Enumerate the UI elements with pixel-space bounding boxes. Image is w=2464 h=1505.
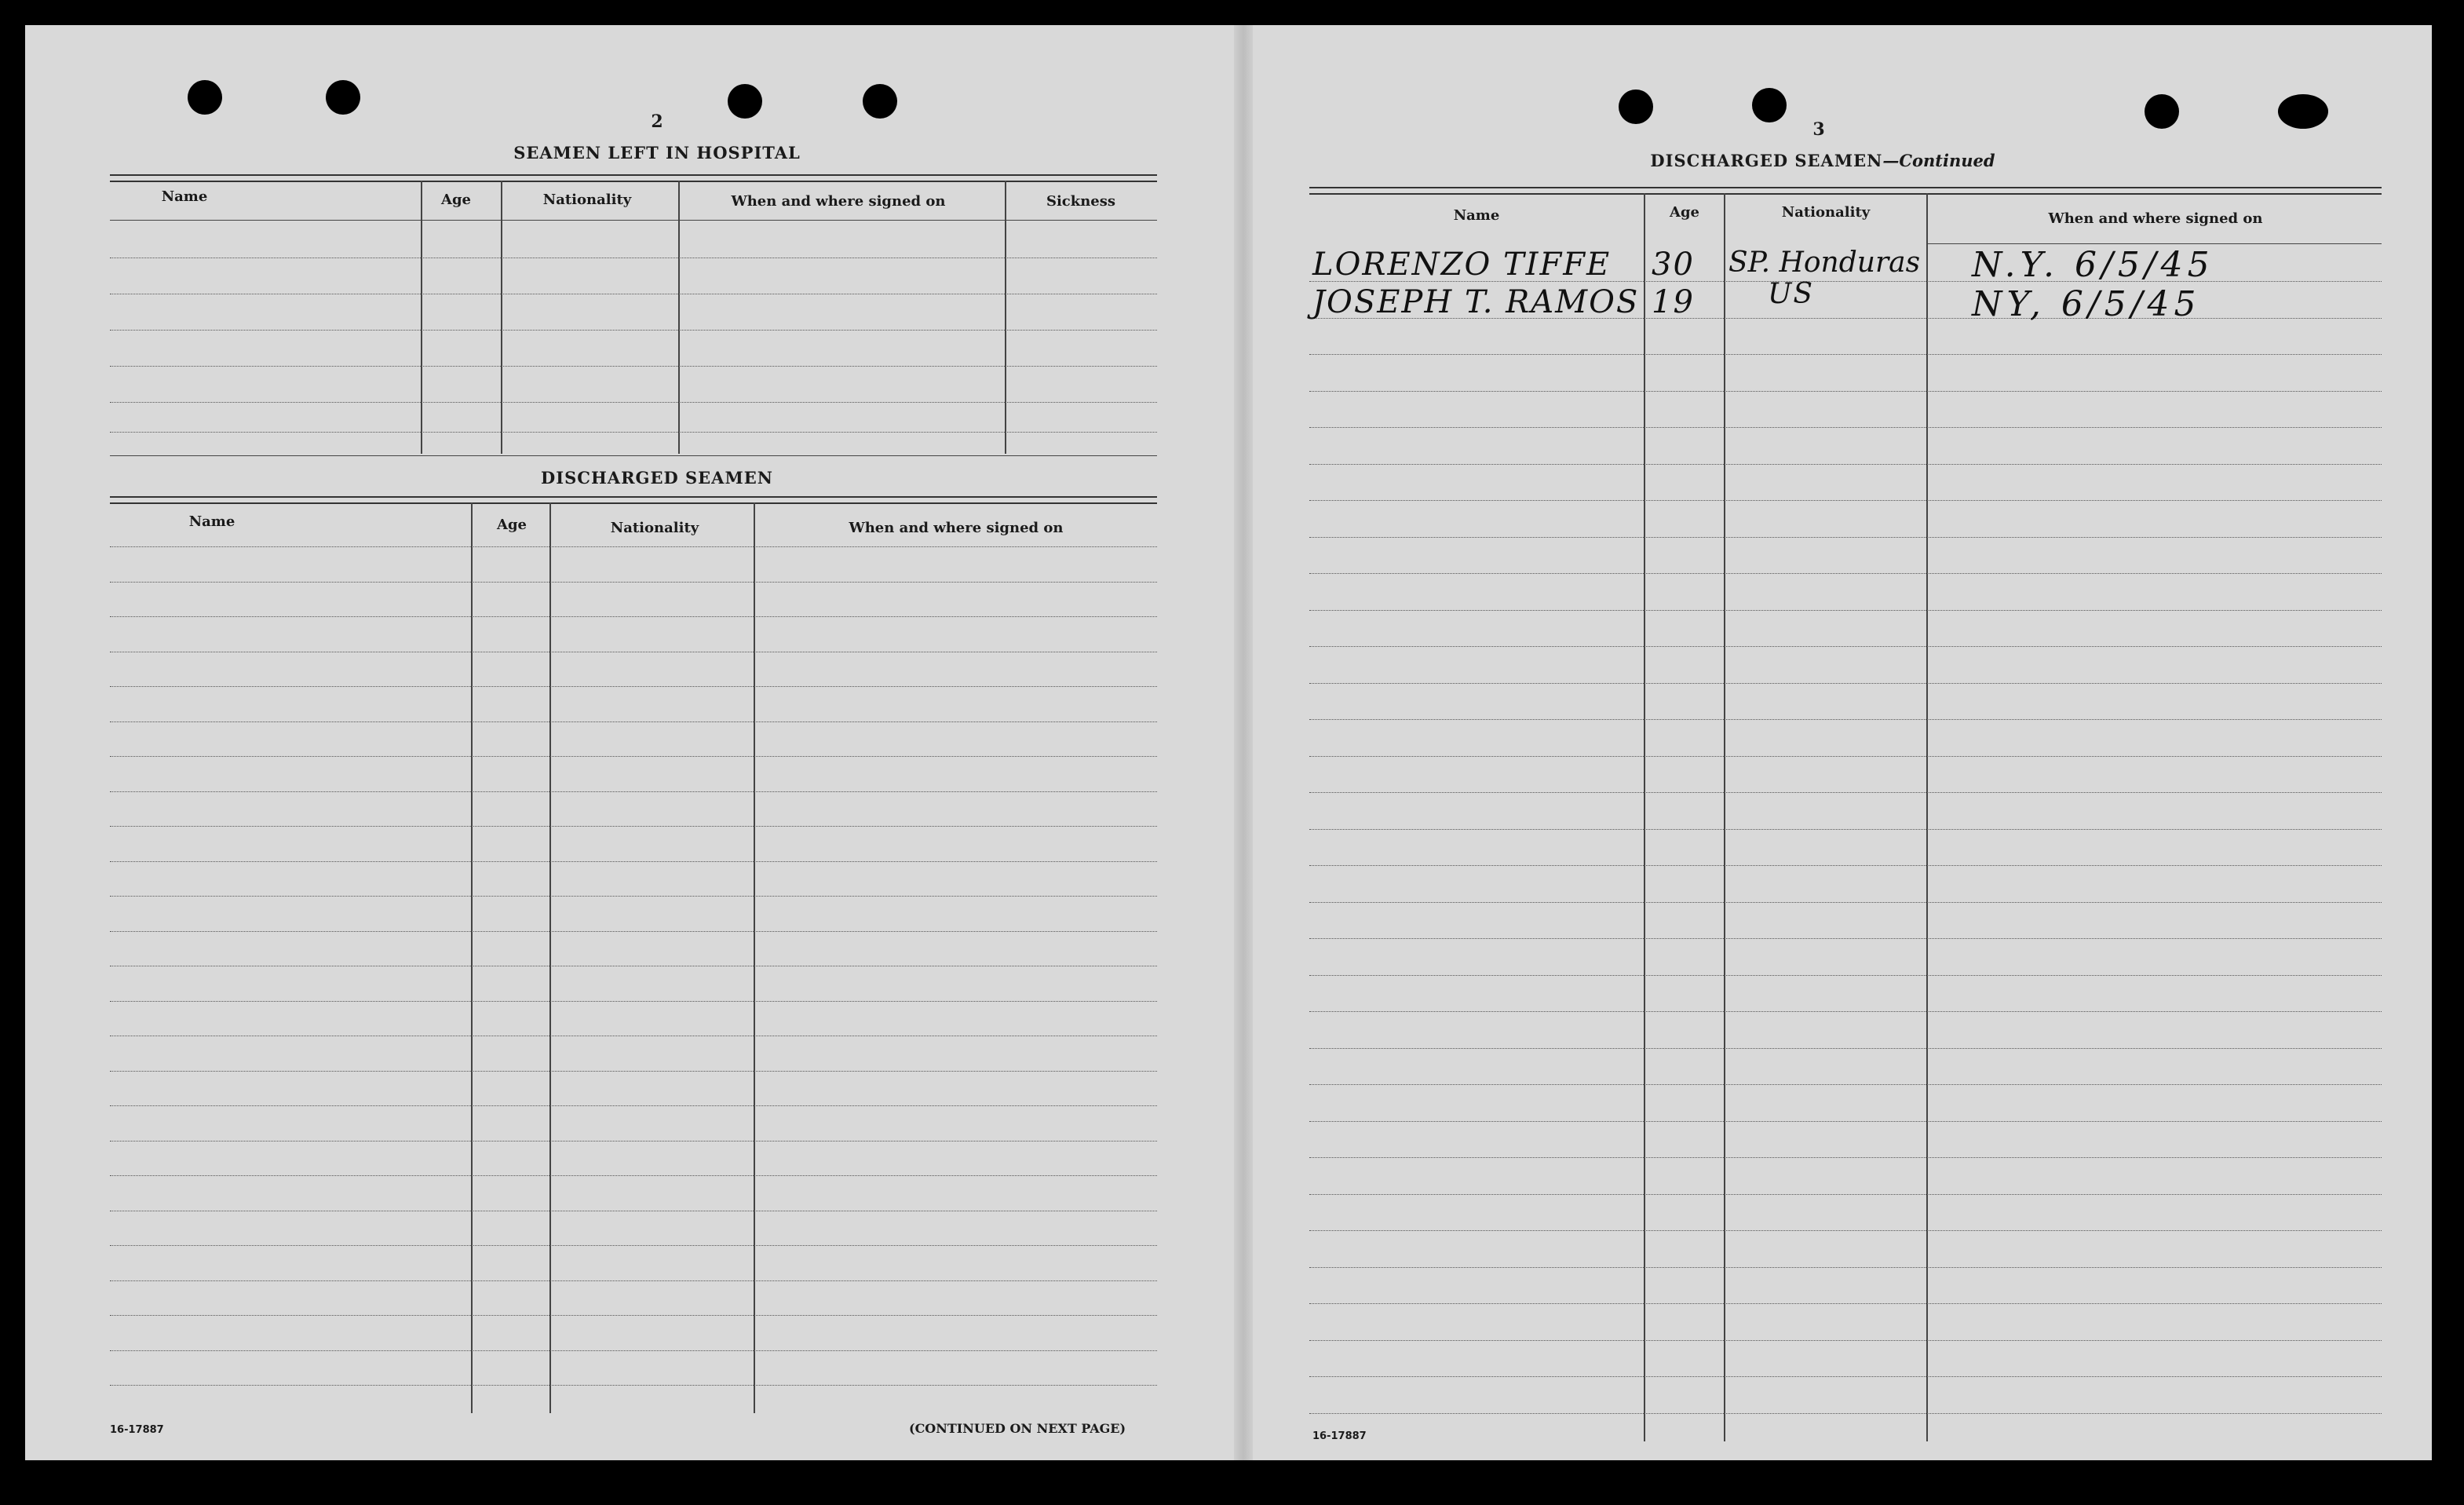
ledger-line (110, 1071, 1157, 1072)
punch-hole (188, 80, 222, 115)
hospital-col-divider (421, 181, 422, 454)
ledger-line (1309, 829, 2382, 830)
punch-hole (728, 84, 762, 119)
ledger-line (1309, 1121, 2382, 1122)
ledger-line (1309, 1011, 2382, 1012)
entry-1-signed-on: N.Y. 6/5/45 (1972, 245, 2214, 285)
ledger-line (110, 861, 1157, 862)
hospital-col-divider (501, 181, 502, 454)
ledger-line (110, 1141, 1157, 1142)
right-section-title-suffix: —Continued (1882, 151, 1995, 170)
ledger-line (1309, 902, 2382, 903)
discharged-col-nationality: Nationality (610, 520, 699, 536)
right-header-rule (1926, 243, 2382, 244)
hospital-col-divider (678, 181, 680, 454)
ledger-line (110, 1385, 1157, 1386)
ledger-line (110, 686, 1157, 687)
ledger-line (1309, 719, 2382, 720)
hospital-col-nationality: Nationality (542, 192, 632, 208)
hospital-top-rule (110, 181, 1157, 182)
right-top-rule (1309, 193, 2382, 195)
ledger-line (110, 756, 1157, 757)
punch-hole (2278, 94, 2328, 129)
entry-2-name: JOSEPH T. RAMOS (1312, 284, 1640, 320)
right-col-nationality: Nationality (1781, 204, 1871, 221)
right-col-name: Name (1453, 207, 1500, 224)
right-section-title (1642, 151, 2003, 170)
ledger-line (1309, 1413, 2382, 1414)
ledger-line (110, 826, 1157, 827)
right-col-signed-on: When and where signed on (2048, 210, 2263, 227)
ledger-line (1309, 975, 2382, 976)
hospital-col-divider (1005, 181, 1006, 454)
hospital-col-age: Age (440, 192, 471, 208)
hospital-row (110, 330, 1157, 331)
ledger-line (1309, 427, 2382, 428)
ledger-line (110, 721, 1157, 722)
hospital-bottom-rule (110, 455, 1157, 456)
ledger-line (1309, 500, 2382, 501)
hospital-col-name: Name (161, 188, 208, 205)
page-fold (1234, 25, 1253, 1460)
ledger-line (1309, 646, 2382, 647)
ledger-line (1309, 1340, 2382, 1341)
ledger-line (110, 1315, 1157, 1316)
ledger-line (1309, 1303, 2382, 1304)
ledger-line (1309, 573, 2382, 574)
discharged-col-divider (471, 502, 473, 1413)
ledger-line (110, 546, 1157, 547)
right-section-title-main: DISCHARGED SEAMEN (1650, 151, 1883, 170)
continued-note: (CONTINUED ON NEXT PAGE) (909, 1421, 1126, 1436)
record-sheet (25, 25, 2432, 1460)
punch-hole (863, 84, 897, 119)
ledger-line (1309, 1230, 2382, 1231)
ledger-line (110, 896, 1157, 897)
discharged-col-age: Age (496, 517, 527, 533)
entry-1-nationality: SP. Honduras (1728, 247, 1921, 279)
ledger-line (1309, 756, 2382, 757)
discharged-section-title: DISCHARGED SEAMEN (541, 468, 773, 488)
hospital-section-title: SEAMEN LEFT IN HOSPITAL (513, 143, 801, 163)
ledger-line (1309, 683, 2382, 684)
ledger-line (1309, 354, 2382, 355)
discharged-col-divider (549, 502, 551, 1413)
ledger-line (110, 1175, 1157, 1176)
ledger-line (1309, 1194, 2382, 1195)
ledger-line (1309, 1267, 2382, 1268)
entry-2-nationality: US (1768, 278, 1815, 310)
discharged-col-signed-on: When and where signed on (849, 520, 1064, 536)
ledger-line (1309, 938, 2382, 939)
ledger-line (1309, 464, 2382, 465)
right-col-divider (1644, 193, 1645, 1441)
hospital-row (110, 366, 1157, 367)
hospital-top-rule (110, 174, 1157, 176)
punch-hole (2145, 94, 2179, 129)
punch-hole (1752, 88, 1787, 122)
entry-2-signed-on: NY, 6/5/45 (1972, 284, 2201, 324)
ledger-line (110, 931, 1157, 932)
left-form-number: 16-17887 (110, 1424, 164, 1436)
discharged-col-name: Name (188, 513, 235, 530)
right-col-divider (1926, 193, 1928, 1441)
ledger-line (110, 1280, 1157, 1281)
hospital-header-rule (110, 220, 1157, 221)
right-form-number: 16-17887 (1312, 1430, 1367, 1442)
discharged-top-rule (110, 502, 1157, 504)
ledger-line (110, 1001, 1157, 1002)
ledger-line (1309, 610, 2382, 611)
discharged-col-divider (754, 502, 755, 1413)
ledger-line (1309, 1157, 2382, 1158)
entry-1-name: LORENZO TIFFE (1312, 247, 1612, 283)
ledger-line (110, 1105, 1157, 1106)
ledger-line (1309, 865, 2382, 866)
left-page-number: 2 (651, 111, 663, 132)
discharged-top-rule (110, 496, 1157, 498)
hospital-col-signed-on: When and where signed on (731, 193, 946, 210)
entry-2-age: 19 (1652, 284, 1695, 320)
right-page-number: 3 (1812, 119, 1825, 140)
ledger-line (110, 616, 1157, 617)
hospital-row (110, 432, 1157, 433)
ledger-line (110, 1245, 1157, 1246)
ledger-line (1309, 792, 2382, 793)
ledger-line (1309, 537, 2382, 538)
right-col-divider (1724, 193, 1725, 1441)
ledger-line (110, 582, 1157, 583)
right-top-rule (1309, 187, 2382, 188)
entry-1-age: 30 (1652, 247, 1695, 283)
right-col-age: Age (1669, 204, 1699, 221)
ledger-line (110, 791, 1157, 792)
ledger-line (110, 1350, 1157, 1351)
punch-hole (1619, 89, 1653, 124)
punch-hole (326, 80, 360, 115)
ledger-line (1309, 1048, 2382, 1049)
ledger-line (1309, 391, 2382, 392)
ledger-line (1309, 1084, 2382, 1085)
hospital-col-sickness: Sickness (1046, 193, 1116, 210)
hospital-row (110, 402, 1157, 403)
ledger-line (1309, 1376, 2382, 1377)
